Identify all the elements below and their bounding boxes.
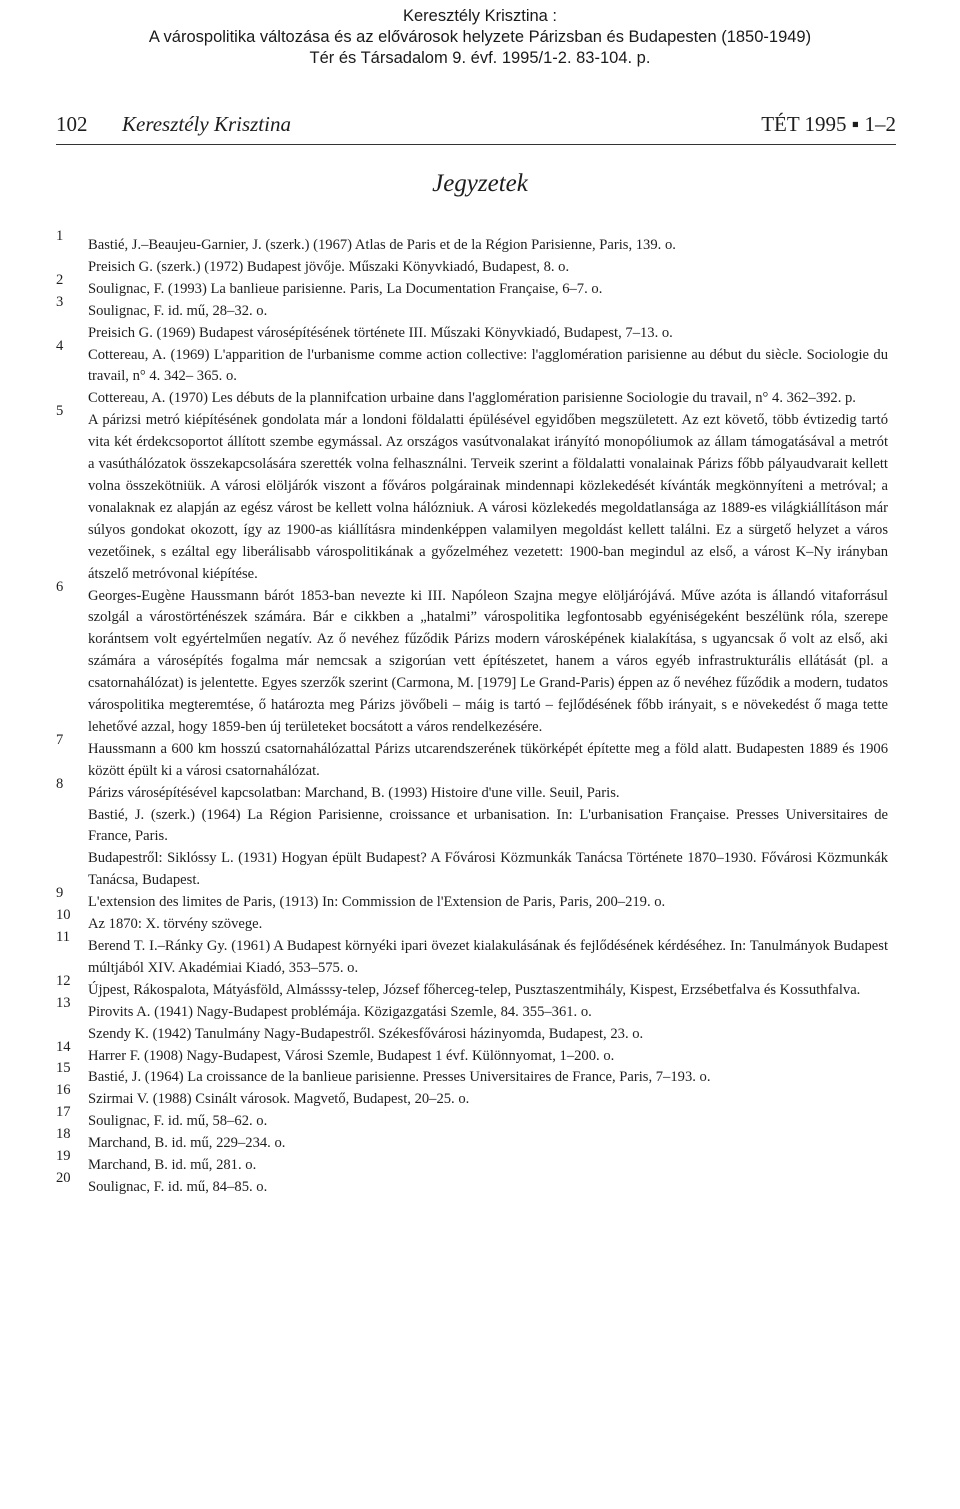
- footnote-6: [56, 578, 888, 739]
- footnote-number: 1: [56, 228, 64, 244]
- running-head-author: Keresztély Krisztina: [122, 112, 291, 136]
- footnote-7: [56, 731, 888, 783]
- footnote-text: Preisich G. (szerk.) (1972) Budapest jövője. Műszaki Könyvkiadó, Budapest, 8. o.: [88, 258, 570, 275]
- footnote-text: Párizs városépítésével kapcsolatban: Marchand, B. (1993) Histoire d'une ville. Seuil, Paris.: [88, 784, 620, 801]
- citation-title: A várospolitika változása és az elővárosok helyzete Párizsban és Budapesten (1850-1949): [148, 28, 812, 46]
- footnote-10: [56, 907, 888, 936]
- footnote-text: Bastié, J.–Beaujeu-Garnier, J. (szerk.) (1967) Atlas de Paris et de la Région Parisienne, Paris, 139. o.: [88, 237, 676, 253]
- citation-author: Keresztély Krisztina :: [402, 7, 558, 25]
- footnote-number: 19: [56, 1148, 71, 1165]
- footnote-number: 18: [56, 1126, 71, 1143]
- footnote-number: 3: [56, 293, 64, 310]
- footnote-number: 7: [56, 731, 64, 748]
- footnote-11: [56, 929, 888, 980]
- footnote-9: [56, 885, 888, 914]
- footnote-19: [56, 1148, 888, 1177]
- page-number: 102: [56, 112, 88, 136]
- footnote-text: Budapestről: Siklóssy L. (1931) Hogyan épült Budapest? A Fővárosi Közmunkák Tanácsa Története 1870–1930. Fővárosi Közmunkák Tanácsa, Budapest.: [88, 850, 888, 889]
- footnote-number: 2: [56, 271, 64, 288]
- footnote-text: Bastié, J. (szerk.) (1964) La Région Parisienne, croissance et urbanisation. In: L'urbanisation Française. Presses Universitaires de France, Paris.: [88, 806, 888, 845]
- footnote-text: Soulignac, F. id. mű, 84–85. o.: [88, 1178, 268, 1195]
- footnote-1: [56, 228, 888, 279]
- footnote-5: [56, 403, 888, 585]
- footnote-number: 9: [56, 885, 64, 902]
- footnote-number: 13: [56, 994, 71, 1011]
- footnote-number: 6: [56, 578, 64, 595]
- footnote-text: Újpest, Rákospalota, Mátyásföld, Almásssy-telep, József főherceg-telep, Pusztaszentmihály, Kispest, Erzsébetfalva és Kossuthfalva.: [88, 981, 861, 998]
- footnote-text: Soulignac, F. id. mű, 58–62. o.: [88, 1113, 268, 1130]
- footnote-number: 15: [56, 1060, 71, 1077]
- footnote-number: 20: [56, 1169, 71, 1186]
- footnote-8: [56, 775, 888, 893]
- footnote-number: 12: [56, 972, 71, 989]
- footnote-text: Cottereau, A. (1969) L'apparition de l'urbanisme comme action collective: l'agglomération parisienne au début du siècle. Sociologie du travail, n° 4. 342– 365. o.: [88, 346, 888, 385]
- footnote-2: [56, 271, 888, 301]
- footnote-number: 17: [56, 1104, 71, 1121]
- footnote-number: 14: [56, 1038, 71, 1055]
- notes-list: [56, 228, 888, 1199]
- footnote-number: 8: [56, 775, 64, 792]
- footnote-text: Haussmann a 600 km hosszú csatornahálózattal Párizs utcarendszerének tükörképét építette meg a föld alatt. Budapesten 1889 és 1906 között épült ki a városi csatornahálózat.: [88, 740, 888, 779]
- footnote-text: Bastié, J. (1964) La croissance de la banlieue parisienne. Presses Universitaires de France, Paris, 7–193. o.: [88, 1069, 711, 1086]
- footnote-text: Harrer F. (1908) Nagy-Budapest, Városi Szemle, Budapest 1 évf. Különnyomat, 1–200. o.: [88, 1047, 615, 1064]
- footnote-14: [56, 1038, 888, 1068]
- footnote-text: Cottereau, A. (1970) Les débuts de la plannifcation urbaine dans l'agglomération parisienne Sociologie du travail, n° 4. 362–392. p.: [88, 390, 856, 407]
- citation-source: Tér és Társadalom 9. évf. 1995/1-2. 83-104. p.: [309, 49, 651, 67]
- footnote-4: [56, 337, 888, 411]
- footnote-text: Georges-Eugène Haussmann bárót 1853-ban nevezte ki III. Napóleon Szajna megye elöljárójává. Műve azóta is állandó vitaforrásul szolgál a várostörténészek számára. Bár e cikkben a „hatalmi” várospolitika legfontosabb egyéniségeként beszélünk róla, szerepe korántsem volt egyértelműen negatív. Az ő nevéhez fűződik Párizs modern városképének kialakítása, s ugyancsak ő volt az első, aki számára a városépítés fogalma már nemcsak a szigorúan vett építészetet, hanem a város egyéb infrastrukturális ellátását (pl. a csatornahálózat) is jelentette. Egyes szerzők szerint (Carmona, M. [1979] Le Grand-Paris) éppen az ő nevéhez fűződik a modern, tudatos várospolitika megteremtése, ő határozta meg Párizs jövőbeli – máig is tartó – fejlődésének főbb irányait, s e növekedést ő maga tette lehetővé azzal, hogy 1859-ben új területeket bocsátott a város rendelkezésére.: [88, 587, 888, 735]
- footnote-18: [56, 1126, 888, 1155]
- footnote-text: Marchand, B. id. mű, 229–234. o.: [88, 1135, 286, 1152]
- footnote-text: Pirovits A. (1941) Nagy-Budapest problémája. Közigazgatási Szemle, 84. 355–361. o.: [88, 1003, 592, 1020]
- footnote-3: [56, 293, 888, 345]
- footnote-13: [56, 994, 888, 1046]
- footnote-text: Szirmai V. (1988) Csinált városok. Magvető, Budapest, 20–25. o.: [88, 1091, 470, 1108]
- footnote-text: Soulignac, F. (1993) La banlieue parisienne. Paris, La Documentation Française, 6–7. o.: [88, 280, 603, 297]
- running-head-journal: TÉT 1995 ▪ 1–2: [761, 112, 896, 136]
- footnote-number: 16: [56, 1082, 71, 1099]
- footnote-number: 11: [56, 929, 71, 945]
- footnote-text: Soulignac, F. id. mű, 28–32. o.: [88, 302, 268, 319]
- footnote-number: 4: [56, 337, 64, 354]
- footnote-16: [56, 1082, 888, 1111]
- footnote-text: Szendy K. (1942) Tanulmány Nagy-Budapestről. Székesfővárosi házinyomda, Budapest, 23. o.: [88, 1025, 644, 1042]
- section-title: Jegyzetek: [432, 170, 528, 197]
- footnote-15: [56, 1060, 888, 1089]
- footnote-text: Az 1870: X. törvény szövege.: [88, 916, 263, 933]
- footnote-text: Berend T. I.–Ránky Gy. (1961) A Budapest környéki ipari övezet kialakulásának és fejlődésének kérdéséhez. In: Tanulmányok Budapest múltjából XIV. Akadémiai Kiadó, 353–575. o.: [88, 938, 888, 976]
- footnote-number: 5: [56, 403, 64, 420]
- footnote-text: A párizsi metró kiépítésének gondolata már a londoni földalatti épülésével egyidőben megszületett. Az ezt követő, több évtizedig tartó vita két érdekcsoportot állított szembe egymással. Az országos vasútvonalakat irányító monopóliumok az állam támogatásával a metrót a vasúthálózatok összekapcsolására szerették volna felhasználni. Terveik szerint a földalatti vonalainak Párizs főbb pályaudvarait kellett volna összekötniük. A városi elöljárók viszont a főváros polgárainak mindennapi közlekedését kívánták megkönnyíteni a metróval; a vonalaknak ez alapján az egész várost be kellett volna hálózniuk. A városi közlekedés megoldatlansága az 1889-es világkiállításon már súlyos gondokat okozott, így az 1900-as kiállításra mindenképpen valamilyen megoldást kellett találni. Ez a sürgető helyzet a város vezetőinek, s ezáltal egy liberálisabb várospolitikának a győzelméhez vezetett: 1900-ban megindul az első, a várost K–Ny irányban átszelő metróvonal kiépítése.: [88, 412, 888, 582]
- footnote-text: L'extension des limites de Paris, (1913) In: Commission de l'Extension de Paris, Paris, 200–219. o.: [88, 894, 666, 911]
- header-rule: [56, 144, 896, 145]
- footnote-20: [56, 1169, 888, 1199]
- footnote-17: [56, 1104, 888, 1133]
- footnote-text: Preisich G. (1969) Budapest városépítésének története III. Műszaki Könyvkiadó, Budapest, 7–13. o.: [88, 324, 673, 341]
- footnote-text: Marchand, B. id. mű, 281. o.: [88, 1157, 257, 1174]
- footnote-number: 10: [56, 907, 71, 924]
- footnote-12: [56, 972, 888, 1002]
- citation-header: [0, 6, 960, 69]
